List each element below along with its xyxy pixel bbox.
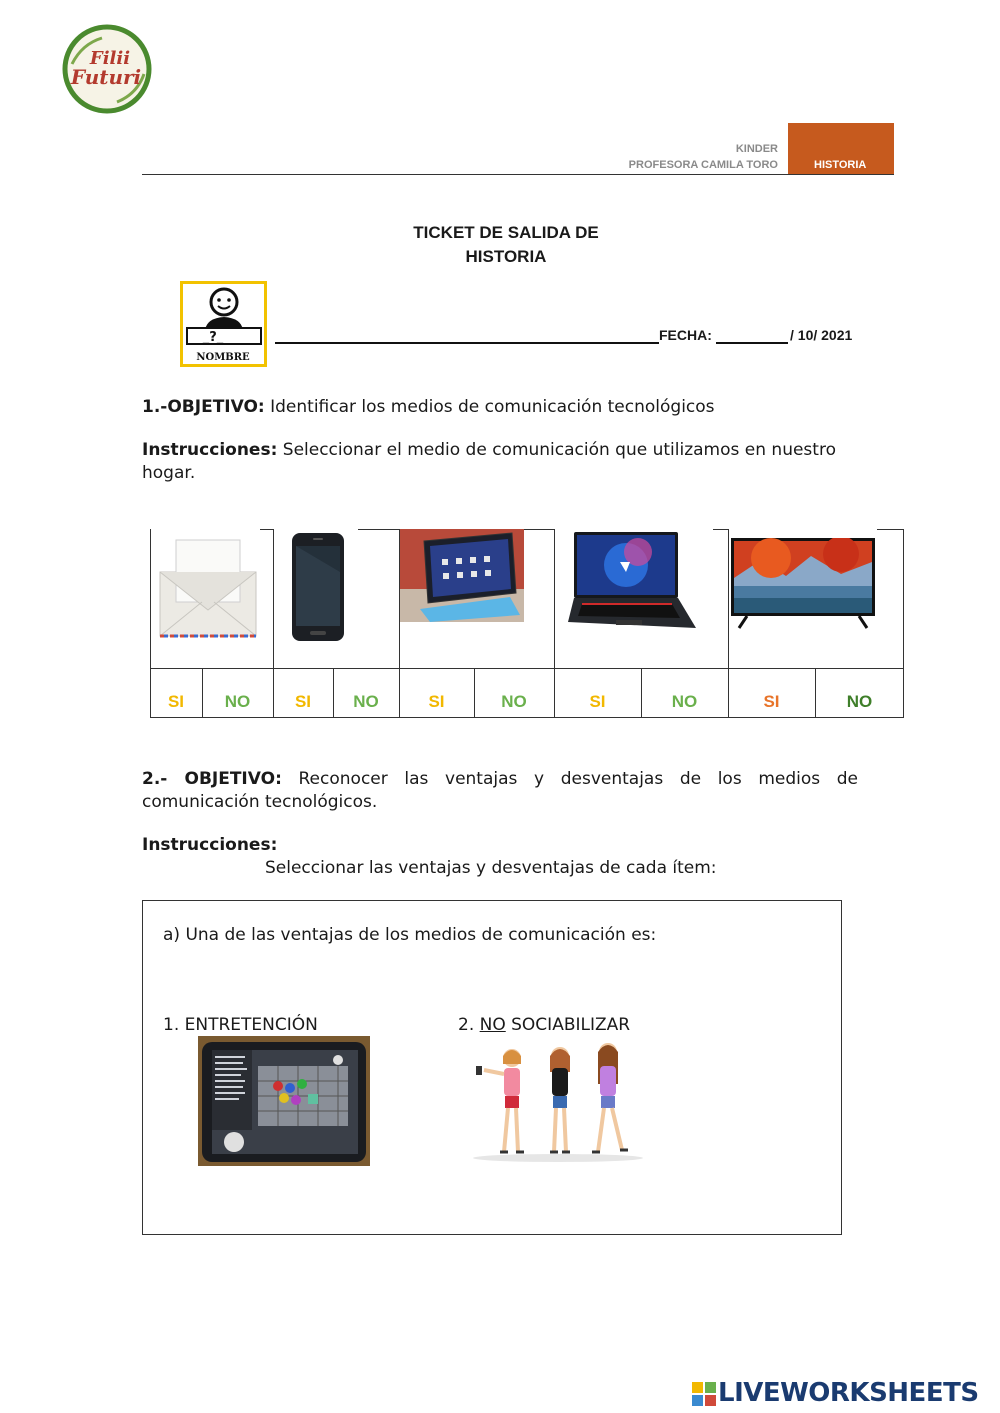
subject-label: HISTORIA: [814, 159, 867, 171]
media-5-no-option[interactable]: NO: [846, 692, 873, 711]
option-2-number: 2.: [458, 1015, 480, 1035]
instructions-2-text: Seleccionar las ventajas y desventajas de cada ítem:: [265, 858, 717, 878]
objective-1-text: Identificar los medios de comunicación tecnológicos: [264, 397, 715, 417]
question-a-option-2[interactable]: [458, 1014, 630, 1037]
girls-with-phones-icon: [470, 1040, 645, 1162]
question-a-option-1[interactable]: 1. ENTRETENCIÓN: [163, 1015, 318, 1035]
media-5-si-option[interactable]: SI: [763, 692, 780, 711]
name-icon-label: NOMBRE: [196, 352, 250, 363]
header-divider: [142, 174, 894, 175]
instructions-2-label: Instrucciones:: [142, 835, 278, 855]
objective-1-label: 1.-OBJETIVO:: [142, 397, 265, 417]
tablet-game-icon: [198, 1036, 370, 1166]
objective-2: [142, 768, 858, 814]
media-1-no-option[interactable]: NO: [224, 692, 251, 711]
teacher-label: PROFESORA CAMILA TORO: [628, 159, 778, 171]
liveworksheets-text: LIVEWORKSHEETS: [718, 1378, 979, 1408]
question-a-prompt: a) Una de las ventajas de los medios de comunicación es:: [163, 925, 657, 945]
liveworksheets-icon: [692, 1382, 716, 1406]
media-table: [150, 529, 904, 718]
media-2-no-option[interactable]: NO: [353, 692, 379, 711]
date-input-line[interactable]: [716, 342, 788, 344]
title-line-1: TICKET DE SALIDA DE: [413, 223, 599, 242]
smartphone-icon: [291, 532, 345, 642]
media-3-no-option[interactable]: NO: [501, 692, 527, 711]
page-title: [0, 221, 1000, 269]
letter-envelope-icon: [158, 532, 258, 640]
name-icon: [180, 281, 267, 367]
media-4-si-option[interactable]: SI: [589, 692, 606, 711]
media-2-si-option[interactable]: SI: [294, 692, 312, 711]
subject-badge: [788, 123, 894, 174]
date-label: FECHA:: [659, 327, 712, 343]
objective-2-label: 2.- OBJETIVO:: [142, 769, 282, 789]
instructions-1: [142, 439, 858, 485]
name-icon-mark: _?_: [202, 330, 224, 345]
title-line-2: HISTORIA: [465, 247, 547, 266]
media-1-si-option[interactable]: SI: [167, 692, 185, 711]
media-4-no-option[interactable]: NO: [671, 692, 698, 711]
logo-text-bottom: Futuri: [70, 65, 142, 89]
tablet-icon: [400, 529, 524, 622]
option-2-no: NO: [479, 1015, 506, 1035]
instructions-1-text: Seleccionar el medio de comunicación que utilizamos en nuestro hogar.: [142, 440, 836, 483]
school-logo: [62, 24, 152, 114]
television-icon: [731, 538, 875, 630]
name-input-line[interactable]: [275, 342, 659, 344]
liveworksheets-logo: [692, 1378, 992, 1410]
option-2-rest: SOCIABILIZAR: [505, 1015, 631, 1035]
grade-label: KINDER: [735, 143, 778, 155]
media-3-si-option[interactable]: SI: [428, 692, 445, 711]
date-suffix: / 10/ 2021: [790, 327, 853, 343]
logo-text-top: Filii: [89, 48, 131, 69]
objective-2-text: Reconocer las ventajas y desventajas de los medios de comunicación tecnológicos.: [142, 769, 859, 812]
objective-1: [142, 396, 862, 419]
person-icon: [183, 284, 264, 364]
instructions-1-label: Instrucciones:: [142, 440, 278, 460]
laptop-icon: [568, 532, 696, 635]
